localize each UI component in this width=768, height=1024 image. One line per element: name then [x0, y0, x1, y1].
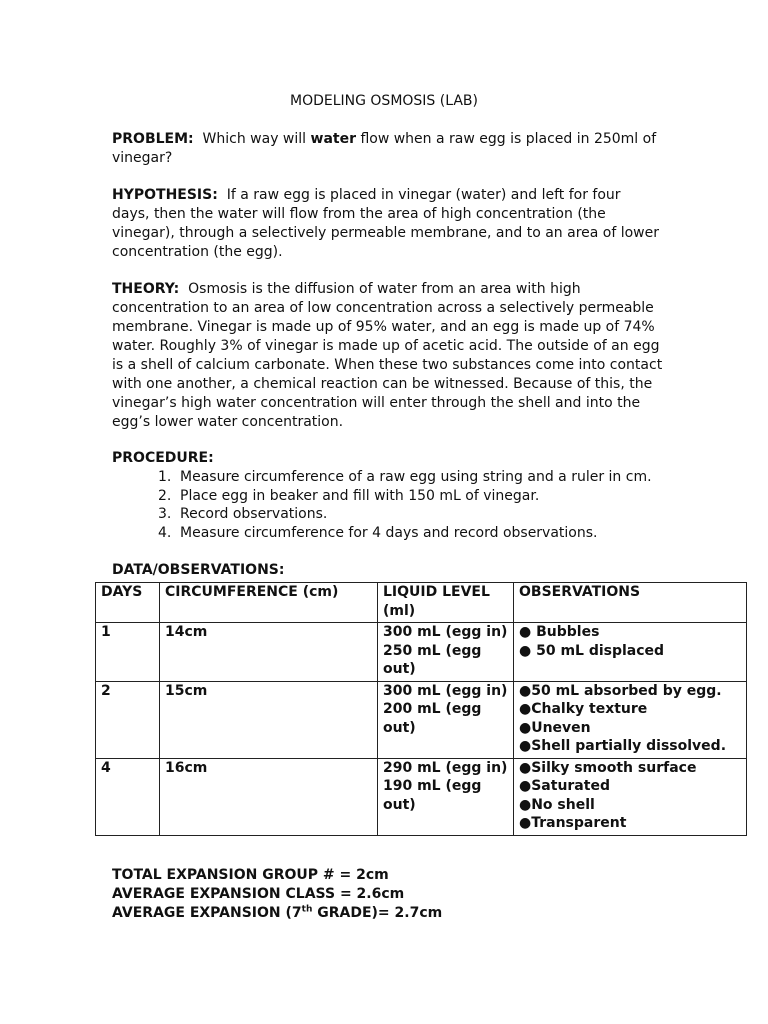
cell-day: 2: [96, 681, 160, 758]
problem-section: [112, 130, 660, 168]
step-text: Measure circumference of a raw egg using string and a ruler in cm.: [180, 469, 652, 485]
cell-circumference: 15cm: [160, 681, 378, 758]
problem-text-after: flow when a raw egg is placed in 250ml of vinegar?: [112, 131, 657, 166]
step-text: Measure circumference for 4 days and record observations.: [180, 524, 598, 541]
observation-item: ●Transparent: [519, 815, 627, 831]
data-table: [95, 582, 747, 836]
step-text: Place egg in beaker and fill with 150 mL of vinegar.: [180, 487, 540, 504]
cell-circumference: 14cm: [160, 623, 378, 682]
page-title: MODELING OSMOSIS (LAB): [289, 93, 478, 109]
data-heading: DATA/OBSERVATIONS:: [112, 562, 285, 578]
grade-suffix: GRADE)= 2.7cm: [312, 905, 443, 921]
table-header-row: [96, 583, 747, 623]
cell-observations: [514, 623, 747, 682]
step-number: 2.: [158, 487, 172, 504]
observation-item: ● 50 mL displaced: [519, 642, 665, 659]
results-summary: [112, 866, 442, 923]
table-row: [96, 758, 747, 835]
procedure-label: PROCEDURE:: [112, 450, 214, 466]
observation-item: ●Chalky texture: [519, 701, 648, 717]
header-days: DAYS: [96, 583, 160, 623]
observation-item: ● Bubbles: [519, 624, 600, 640]
cell-observations: [514, 758, 747, 835]
step-number: 3.: [158, 506, 172, 522]
step-number: 1.: [158, 469, 172, 485]
cell-liquid-level: [378, 758, 514, 835]
cell-day: 1: [96, 623, 160, 682]
observation-item: ●Silky smooth surface: [519, 759, 697, 776]
table-row: [96, 623, 747, 682]
header-observations: OBSERVATIONS: [514, 583, 747, 623]
problem-emphasis: water: [310, 131, 356, 147]
liquid-level-line: 300 mL (egg in): [383, 624, 508, 640]
procedure-step: [112, 487, 672, 506]
theory-text: Osmosis is the diffusion of water from an area with high concentration to an area of low concentration across a selectively permeable membrane. Vinegar is made up of 95% water, and an egg is made up of 74% water. Roughly 3% of vinegar is made up of acetic acid. The outside of an egg is a shell of calcium carbonate. When these two substances come into contact with one another, a chemical reaction can be witnessed. Because of this, the vinegar’s high water concentration will enter through the shell and into the egg’s lower water concentration.: [112, 281, 667, 430]
table-row: [96, 681, 747, 758]
hypothesis-section: [112, 186, 664, 262]
observation-item: ●Uneven: [519, 719, 591, 736]
header-circumference: CIRCUMFERENCE (cm): [160, 583, 378, 623]
procedure-list: [112, 468, 672, 542]
hypothesis-label: HYPOTHESIS:: [112, 187, 218, 203]
liquid-level-line: 250 mL (egg out): [383, 642, 482, 677]
problem-label: PROBLEM:: [112, 131, 194, 147]
cell-liquid-level: [378, 623, 514, 682]
grade-superscript: th: [301, 904, 313, 915]
header-liquid-level: LIQUID LEVEL (ml): [378, 583, 514, 623]
procedure-step: [112, 505, 672, 524]
liquid-level-line: 290 mL (egg in): [383, 759, 508, 776]
theory-section: [112, 280, 667, 432]
theory-label: THEORY:: [112, 281, 180, 297]
liquid-level-line: 190 mL (egg out): [383, 778, 482, 813]
liquid-level-line: 200 mL (egg out): [383, 701, 482, 736]
observation-item: ●Shell partially dissolved.: [519, 738, 727, 754]
cell-liquid-level: [378, 681, 514, 758]
cell-observations: [514, 681, 747, 758]
average-expansion-class: AVERAGE EXPANSION CLASS = 2.6cm: [112, 886, 405, 902]
average-expansion-grade: [112, 904, 442, 923]
observation-item: ●50 mL absorbed by egg.: [519, 682, 722, 699]
observation-item: ●No shell: [519, 796, 595, 813]
problem-text-before: Which way will: [193, 131, 311, 147]
procedure-step: [112, 524, 672, 543]
hypothesis-text: If a raw egg is placed in vinegar (water) and left for four days, then the water will flow from the area of high concentration (the vinegar), through a selectively permeable membrane, and to an area of lower concentration (the egg).: [112, 187, 664, 260]
observation-item: ●Saturated: [519, 778, 610, 794]
step-text: Record observations.: [180, 506, 328, 522]
cell-circumference: 16cm: [160, 758, 378, 835]
liquid-level-line: 300 mL (egg in): [383, 682, 508, 699]
total-expansion-group: TOTAL EXPANSION GROUP # = 2cm: [112, 867, 389, 883]
step-number: 4.: [158, 524, 172, 541]
procedure-step: [112, 468, 672, 487]
cell-day: 4: [96, 758, 160, 835]
grade-prefix: AVERAGE EXPANSION (7: [112, 905, 302, 921]
